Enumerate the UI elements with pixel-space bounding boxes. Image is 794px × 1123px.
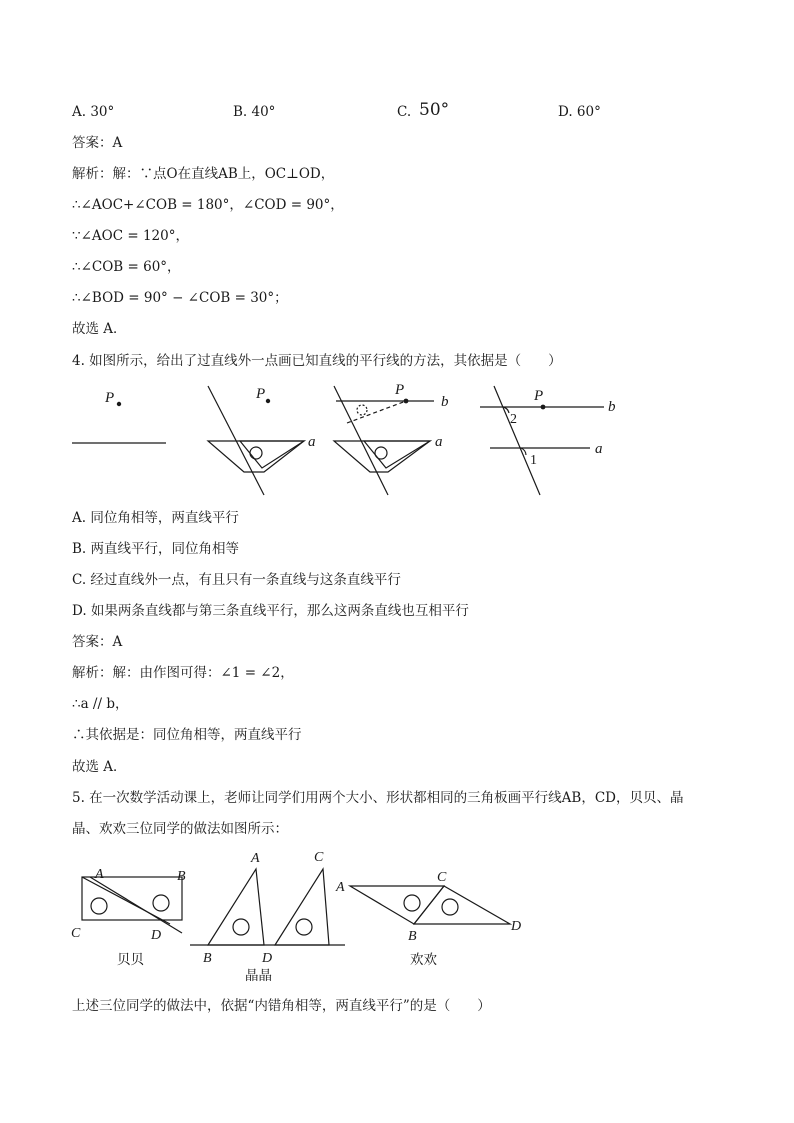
q4-analysis-line: 解析：解：由作图可得：∠1 = ∠2， bbox=[72, 665, 294, 681]
q4-fig-label: P bbox=[395, 382, 405, 398]
q5-fig-label: A bbox=[251, 851, 260, 866]
q4-analysis-line: 故选 A． bbox=[72, 759, 127, 775]
q4-option-a: A. 同位角相等，两直线平行 bbox=[72, 510, 239, 526]
q5-fig-label: B bbox=[203, 951, 212, 966]
q5-fig-label: C bbox=[437, 870, 447, 885]
q4-answer: 答案：A bbox=[72, 634, 123, 650]
q3-analysis-line: ∴∠BOD = 90° − ∠COB = 30°； bbox=[72, 290, 288, 306]
q5-fig-label: C bbox=[71, 926, 81, 941]
q4-fig-label: a bbox=[308, 434, 316, 450]
q5-question: 上述三位同学的做法中，依据“内错角相等，两直线平行”的是（ ） bbox=[72, 998, 491, 1014]
q4-fig-label: a bbox=[595, 441, 603, 457]
q5-fig-label: D bbox=[511, 919, 522, 934]
q4-fig-label: a bbox=[435, 434, 443, 450]
q4-fig-label: P bbox=[105, 390, 115, 406]
q4-figure bbox=[0, 380, 794, 500]
q5-fig-label: B bbox=[177, 869, 186, 884]
q3-option-c-value: 50° bbox=[419, 100, 450, 120]
q4-option-d: D. 如果两条直线都与第三条直线平行，那么这两条直线也互相平行 bbox=[72, 603, 469, 619]
q3-option-c-label: C. bbox=[397, 104, 412, 120]
q4-stem: 4. 如图所示，给出了过直线外一点画已知直线的平行线的方法，其依据是（ ） bbox=[72, 353, 562, 369]
q5-fig-label: A bbox=[336, 880, 345, 895]
q5-fig-label: D bbox=[262, 951, 273, 966]
q4-analysis-line: ∴a // b， bbox=[72, 696, 129, 712]
q4-option-c: C. 经过直线外一点，有且只有一条直线与这条直线平行 bbox=[72, 572, 401, 588]
q3-option-a: A. 30° bbox=[72, 104, 115, 120]
q3-analysis-line: ∴∠AOC+∠COB = 180°，∠COD = 90°， bbox=[72, 197, 344, 213]
q3-answer: 答案：A bbox=[72, 135, 123, 151]
q3-analysis-line: ∴∠COB = 60°， bbox=[72, 259, 181, 275]
q4-fig-label: b bbox=[608, 399, 616, 415]
q5-stem-line: 5. 在一次数学活动课上，老师让同学们用两个大小、形状都相同的三角板画平行线AB，CD，贝贝、晶 bbox=[72, 790, 684, 806]
q5-stem-line: 晶、欢欢三位同学的做法如图所示： bbox=[72, 821, 288, 837]
q5-fig-label: A bbox=[95, 867, 104, 882]
q3-analysis-line: 故选 A． bbox=[72, 321, 127, 337]
q4-fig-label: 2 bbox=[510, 412, 517, 427]
q4-fig-label: 1 bbox=[530, 453, 537, 468]
q4-fig-label: P bbox=[534, 388, 544, 404]
q4-option-b: B. 两直线平行，同位角相等 bbox=[72, 541, 240, 557]
q4-fig-label: P bbox=[256, 386, 266, 402]
q5-fig-label: C bbox=[314, 850, 324, 865]
q3-analysis-line: 解析：解：∵点O在直线AB上，OC⊥OD， bbox=[72, 166, 335, 182]
q5-caption-beibei: 贝贝 bbox=[117, 952, 144, 968]
q4-analysis-line: ∴其依据是：同位角相等，两直线平行 bbox=[72, 727, 302, 743]
q3-option-b: B. 40° bbox=[233, 104, 276, 120]
q5-caption-jingjing: 晶晶 bbox=[245, 968, 272, 984]
q4-fig-label: b bbox=[441, 394, 449, 410]
q5-fig-label: B bbox=[408, 929, 417, 944]
q5-fig-label: D bbox=[151, 928, 162, 943]
q3-option-d: D. 60° bbox=[558, 104, 601, 120]
q3-analysis-line: ∵∠AOC = 120°， bbox=[72, 228, 189, 244]
q5-caption-huanhuan: 欢欢 bbox=[410, 952, 437, 968]
